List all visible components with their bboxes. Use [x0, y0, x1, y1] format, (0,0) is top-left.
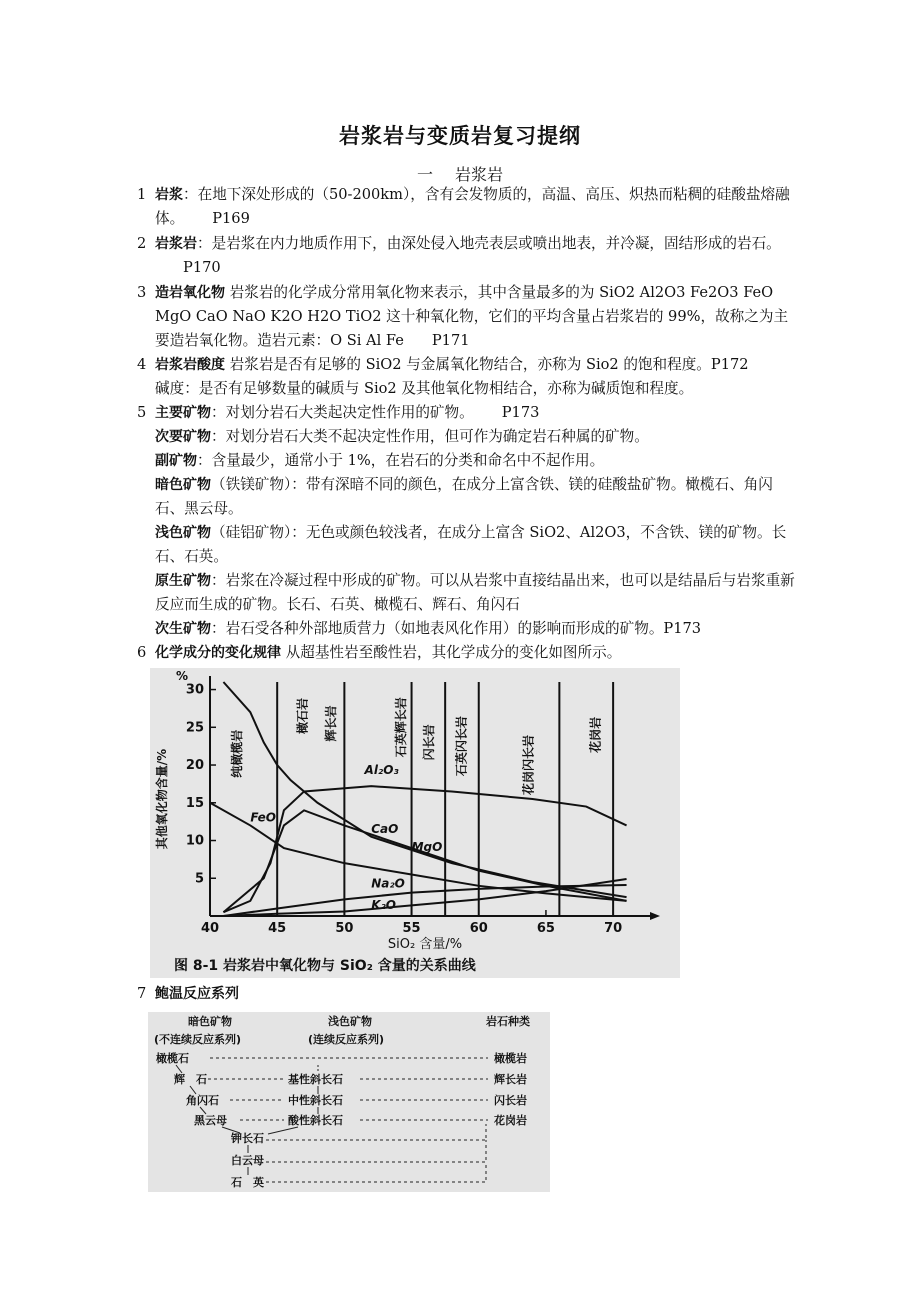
- mineral-text: （铁镁矿物）：带有深暗不同的颜色，在成分上富含铁、镁的硅酸盐矿物。橄榄石、角闪石、黑云母。: [155, 476, 773, 517]
- item-term: 鲍温反应系列: [155, 986, 239, 1002]
- item-sep: ：: [197, 235, 212, 252]
- dark-mineral: 黑云母: [194, 1114, 227, 1127]
- x-tick-label: 70: [604, 921, 623, 936]
- rock-type: 花岗岩: [494, 1114, 527, 1127]
- continuous-series-label: (连续反应系列): [308, 1033, 385, 1046]
- header-light-minerals: 浅色矿物: [328, 1015, 372, 1028]
- item-number: 2: [137, 235, 147, 252]
- item-number: 3: [137, 284, 147, 301]
- mineral-text: （硅铝矿物）：无色或颜色较浅者，在成分上富含 SiO2、Al2O3，不含铁、镁的矿物。长石、石英。: [155, 524, 787, 565]
- mineral-definition: [155, 473, 795, 521]
- series-label-MgO: MgO: [411, 840, 443, 855]
- rock-type-label: 花岗岩: [588, 716, 603, 753]
- series-label-Na2O: Na₂O: [371, 876, 405, 891]
- y-tick-label: 20: [185, 758, 204, 774]
- y-tick-label: 30: [185, 682, 204, 698]
- mineral-definition: [155, 449, 795, 473]
- mineral-text: ：岩石受各种外部地质营力（如地表风化作用）的影响而形成的矿物。P173: [211, 620, 702, 637]
- y-tick-label: 10: [185, 833, 204, 849]
- alkalinity-text: 碱度：是否有足够数量的碱质与 Sio2 及其他氧化物相结合，亦称为碱质饱和程度。: [155, 380, 694, 397]
- section-name: 岩浆岩: [455, 165, 504, 184]
- rock-type-label: 纯橄榄岩: [229, 729, 244, 778]
- mineral-term: 浅色矿物: [155, 525, 211, 541]
- item-number: 7: [137, 985, 147, 1002]
- rock-type-label: 橄石岩: [295, 697, 310, 734]
- plagioclase: 酸性斜长石: [288, 1114, 343, 1127]
- rock-type-label: 石英辉长岩: [393, 697, 408, 758]
- discontinuous-series-label: (不连续反应系列): [154, 1033, 242, 1046]
- item-text: 岩浆岩是否有足够的 SiO2 与金属氧化物结合，亦称为 Sio2 的饱和程度。P172: [229, 356, 749, 373]
- page-ref: P169: [212, 210, 250, 227]
- y-unit-label: %: [176, 669, 189, 683]
- item-term: 岩浆岩: [155, 236, 197, 252]
- mineral-term: 暗色矿物: [155, 477, 211, 493]
- plagioclase: 基性斜长石: [288, 1073, 343, 1086]
- bowen-reaction-diagram: [148, 1012, 550, 1192]
- late-mineral: 白云母: [231, 1154, 264, 1167]
- late-mineral: 石 英: [231, 1176, 264, 1189]
- outline-item: [137, 641, 797, 665]
- item-term: 岩浆: [155, 187, 183, 203]
- item-sep: ：: [183, 186, 198, 203]
- mineral-term: 副矿物: [155, 453, 197, 469]
- header-dark-minerals: 暗色矿物: [188, 1015, 232, 1028]
- plagioclase: 中性斜长石: [288, 1094, 343, 1107]
- mineral-text: ：含量最少，通常小于 1%，在岩石的分类和命名中不起作用。: [197, 452, 605, 469]
- outline-item: [137, 353, 797, 377]
- mineral-definition: [155, 617, 795, 641]
- dark-mineral: 辉 石: [174, 1073, 207, 1086]
- dark-mineral: 橄榄石: [156, 1052, 189, 1065]
- outline-item: [137, 232, 797, 280]
- chart-x-label: SiO₂ 含量/%: [387, 937, 463, 952]
- section-heading: [0, 162, 920, 185]
- item-term: 化学成分的变化规律: [155, 645, 281, 661]
- rock-type: 橄榄岩: [494, 1052, 527, 1065]
- item-number: 6: [137, 644, 147, 661]
- outline-item: [137, 401, 797, 425]
- rock-type-label: 花岗闪长岩: [521, 735, 536, 796]
- page-ref: P170: [183, 259, 221, 276]
- y-tick-label: 5: [194, 871, 204, 887]
- document-title: 岩浆岩与变质岩复习提纲: [339, 124, 581, 148]
- page-ref: P173: [501, 404, 540, 421]
- mineral-definition: [155, 425, 795, 449]
- series-label-Al2O3: Al₂O₃: [364, 763, 399, 778]
- x-tick-label: 65: [536, 921, 555, 936]
- mineral-term: 次生矿物: [155, 621, 211, 637]
- chart-title: 图 8-1 岩浆岩中氧化物与 SiO₂ 含量的关系曲线: [174, 958, 476, 974]
- section-number: 一: [416, 165, 433, 184]
- x-tick-label: 55: [402, 921, 421, 936]
- y-tick-label: 15: [185, 795, 204, 811]
- item-text: 从超基性岩至酸性岩，其化学成分的变化如图所示。: [285, 644, 622, 661]
- dark-mineral: 角闪石: [186, 1094, 219, 1107]
- mineral-term: 原生矿物: [155, 573, 211, 589]
- item-sep: ：: [211, 404, 226, 421]
- item-number: 1: [137, 186, 147, 203]
- rock-type-label: 辉长岩: [323, 705, 338, 742]
- rock-type-label: 石英闪长岩: [454, 716, 469, 777]
- item-number: 5: [137, 404, 147, 421]
- oxide-silica-chart: [150, 668, 680, 978]
- mineral-definition: [155, 569, 795, 617]
- item-text: 对划分岩石大类起决定性作用的矿物。: [225, 404, 474, 421]
- series-label-K2O: K₂O: [371, 898, 397, 913]
- chart-y-label: 其他氧化物含量/%: [155, 748, 169, 850]
- mineral-text: ：对划分岩石大类不起决定性作用，但可作为确定岩石种属的矿物。: [211, 428, 649, 445]
- item-number: 4: [137, 356, 147, 373]
- outline-item: [137, 281, 797, 353]
- item-term: 主要矿物: [155, 405, 211, 421]
- mineral-definition: [155, 521, 795, 569]
- header-rock-types: 岩石种类: [486, 1015, 530, 1028]
- x-tick-label: 45: [268, 921, 287, 936]
- x-tick-label: 60: [469, 921, 488, 936]
- item-text: 在地下深处形成的（50-200km），含有会发物质的，高温、高压、炽热而粘稠的硅酸盐熔融体。: [155, 186, 790, 227]
- page-ref: P171: [431, 332, 470, 349]
- mineral-text: ：岩浆在冷凝过程中形成的矿物。可以从岩浆中直接结晶出来，也可以是结晶后与岩浆重新反应而生成的矿物。长石、石英、橄榄石、辉石、角闪石: [155, 572, 795, 613]
- series-label-CaO: CaO: [371, 821, 399, 836]
- item-text: 岩浆岩的化学成分常用氧化物来表示，其中含量最多的为 SiO2 Al2O3 Fe2O3 FeO MgO CaO NaO K2O H2O TiO2 这十种氧化物，它们的平均含量占岩浆岩的 99%，故称之为主要造岩氧化物。造岩元素：O Si Al Fe: [155, 284, 789, 349]
- outline-item: [137, 183, 797, 231]
- x-tick-label: 50: [335, 921, 354, 936]
- item-term: 造岩氧化物: [155, 285, 225, 301]
- rock-type: 闪长岩: [494, 1094, 527, 1107]
- rock-type-label: 闪长岩: [422, 724, 437, 761]
- late-mineral: 钾长石: [231, 1132, 264, 1145]
- x-tick-label: 40: [200, 921, 220, 936]
- item-term: 岩浆岩酸度: [155, 357, 225, 373]
- series-label-FeO: FeO: [250, 810, 276, 825]
- y-tick-label: 25: [185, 720, 204, 736]
- outline-item: [137, 982, 797, 1006]
- rock-type: 辉长岩: [494, 1073, 527, 1086]
- item-text: 是岩浆在内力地质作用下，由深处侵入地壳表层或喷出地表，并冷凝，固结形成的岩石。: [211, 235, 781, 252]
- mineral-term: 次要矿物: [155, 429, 211, 445]
